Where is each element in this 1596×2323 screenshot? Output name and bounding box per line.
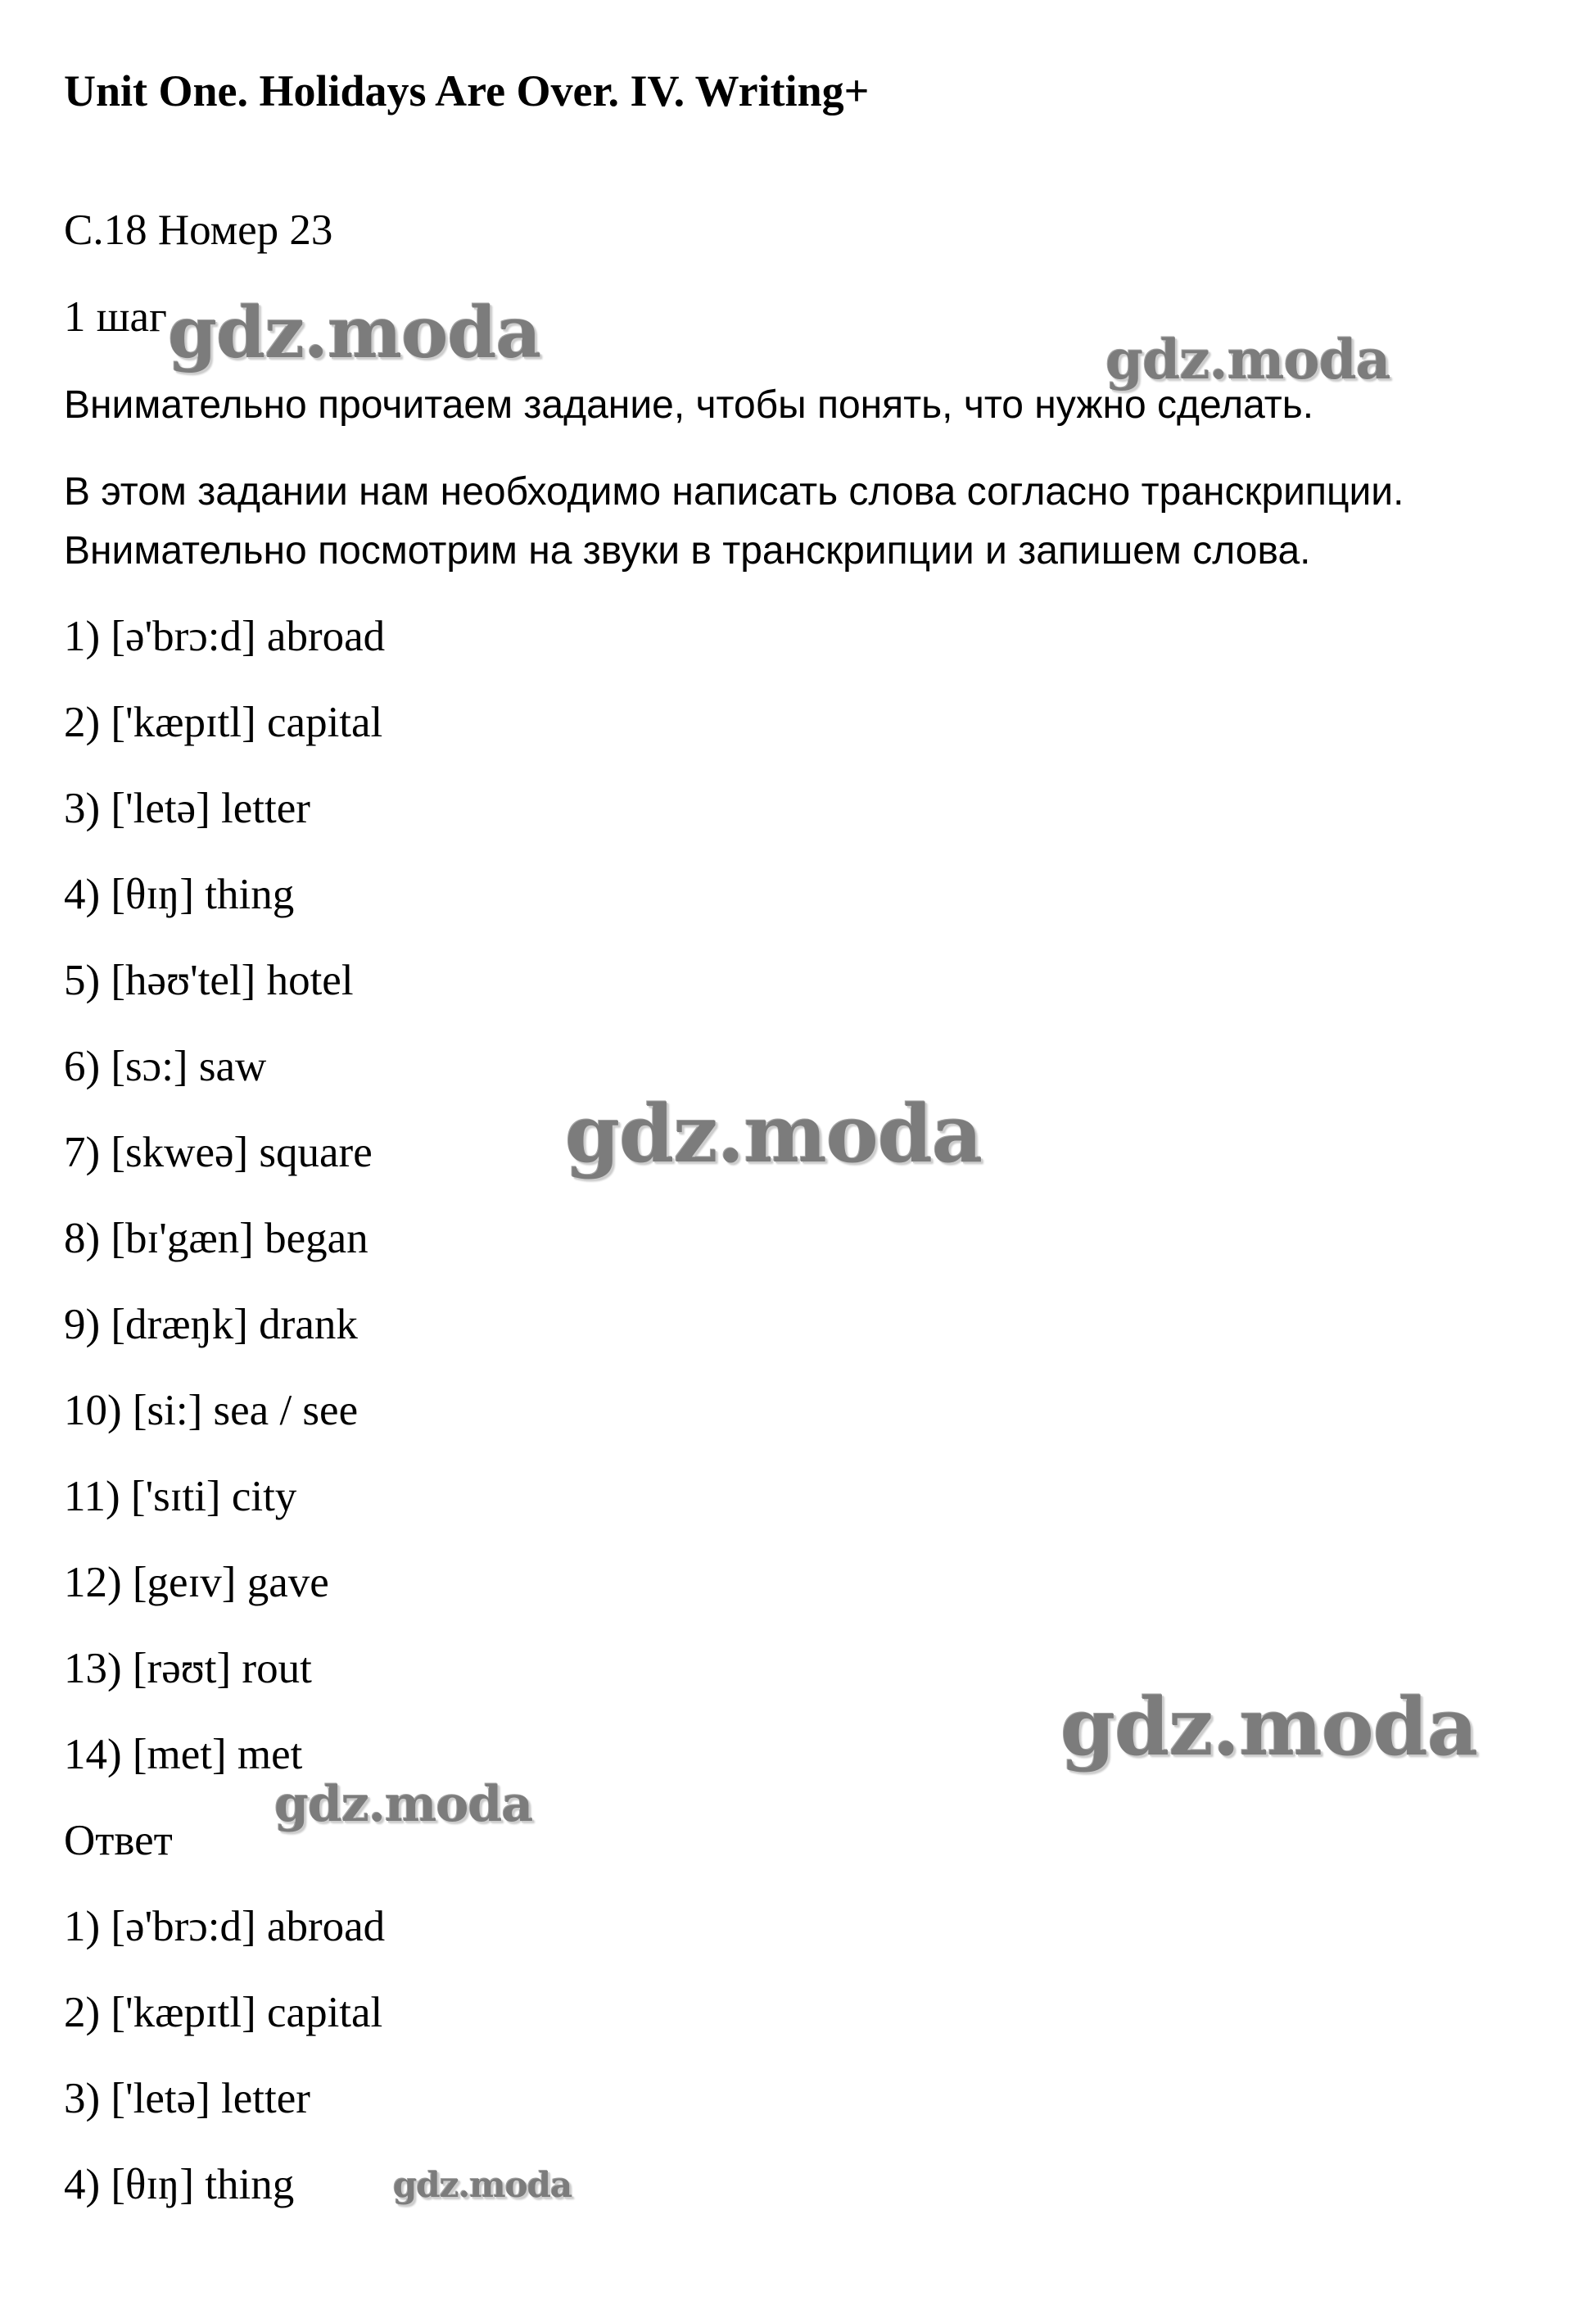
list-item: 14) [met] met [64,1731,303,1778]
list-item: 7) [skweə] square [64,1129,373,1176]
watermark-logo: gdz.moda [393,2165,572,2205]
list-item: 8) [bɪ'gæn] began [64,1215,368,1262]
watermark-logo: gdz.moda [274,1776,533,1833]
list-item: 1) [ə'brɔ:d] abroad [64,613,386,660]
watermark-logo: gdz.moda [1060,1681,1478,1773]
list-item: 3) ['letə] letter [64,785,310,832]
list-item: 1) [ə'brɔ:d] abroad [64,1903,386,1950]
list-item: 2) ['kæpɪtl] capital [64,1989,383,2036]
list-item: 4) [θɪŋ] thing [64,871,295,918]
page-title: Unit One. Holidays Are Over. IV. Writing+ [64,66,870,115]
list-item: 9) [dræŋk] drank [64,1301,358,1348]
list-item: 3) ['letə] letter [64,2075,310,2122]
list-item: 2) ['kæpɪtl] capital [64,699,383,746]
step-label: 1 шаг [64,293,167,341]
list-item: 11) ['sɪti] city [64,1473,297,1520]
list-item: 5) [həʊ'tel] hotel [64,957,354,1004]
instruction-task-description: В этом задании нам необходимо написать слова согласно транскрипции. [64,470,1404,514]
watermark-logo: gdz.moda [1105,328,1390,392]
list-item: 12) [geɪv] gave [64,1559,329,1606]
list-item: 10) [si:] sea / see [64,1387,359,1434]
watermark-logo: gdz.moda [168,292,541,374]
instruction-read-task: Внимательно прочитаем задание, чтобы понять, что нужно сделать. [64,383,1314,427]
list-item: 6) [sɔ:] saw [64,1043,267,1090]
watermark-logo: gdz.moda [565,1088,983,1180]
instruction-listen-sounds: Внимательно посмотрим на звуки в транскрипции и запишем слова. [64,529,1311,573]
page-reference: С.18 Номер 23 [64,206,333,254]
list-item: 13) [rəʊt] rout [64,1645,312,1692]
list-item: 4) [θɪŋ] thing [64,2161,295,2208]
answer-label: Ответ [64,1817,173,1864]
